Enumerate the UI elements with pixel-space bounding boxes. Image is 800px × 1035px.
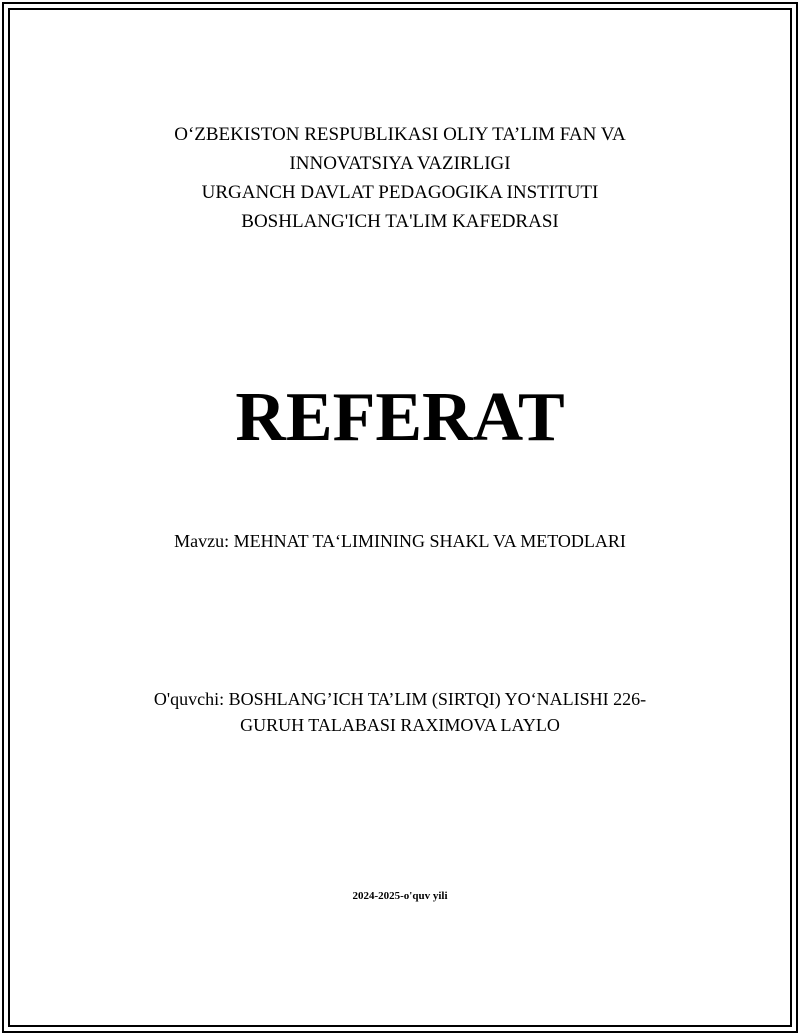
header-line-ministry-2: INNOVATSIYA VAZIRLIGI	[289, 153, 511, 174]
student-line-2: GURUH TALABASI RAXIMOVA LAYLO	[240, 715, 560, 735]
header-line-ministry-1: O‘ZBEKISTON RESPUBLIKASI OLIY TA’LIM FAN VA	[174, 124, 626, 145]
header-line-department: BOSHLANG'ICH TA'LIM KAFEDRASI	[241, 211, 559, 232]
student-line-1: O'quvchi: BOSHLANG’ICH TA’LIM (SIRTQI) YO‘NALISHI 226-	[153, 689, 647, 709]
topic-line: Mavzu: MEHNAT TA‘LIMINING SHAKL VA METODLARI	[174, 531, 626, 551]
document-title: REFERAT	[235, 379, 565, 456]
header-line-institute: URGANCH DAVLAT PEDAGOGIKA INSTITUTI	[201, 182, 599, 203]
student-info	[0, 686, 800, 738]
institution-header	[0, 120, 800, 236]
academic-year: 2024-2025-o'quv yili	[352, 890, 448, 902]
